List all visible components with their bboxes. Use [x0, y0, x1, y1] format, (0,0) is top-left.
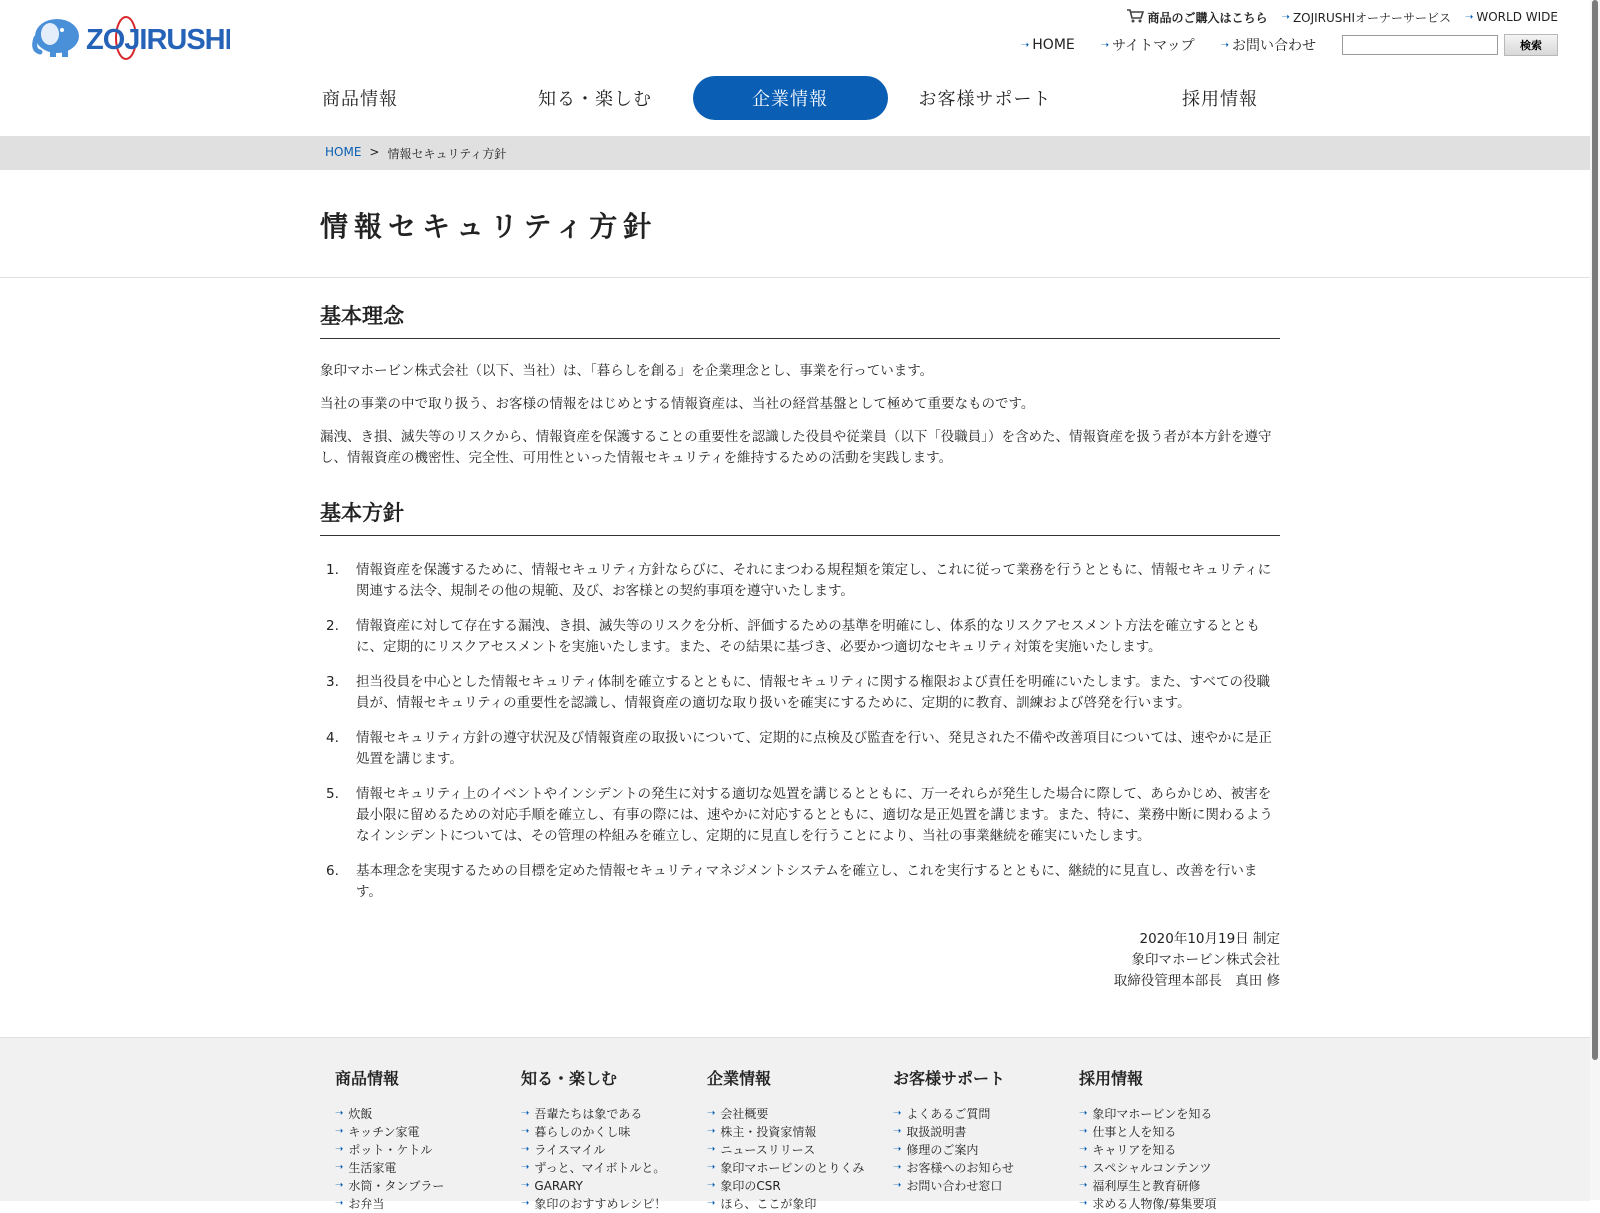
arrow-icon: ➝ [1079, 1162, 1088, 1173]
arrow-icon: ➝ [1020, 39, 1030, 51]
page-title: 情報セキュリティ方針 [320, 210, 658, 243]
policy-number: 1. [326, 562, 339, 578]
footer-link-list [1079, 1105, 1265, 1213]
footer-link-label: キッチン家電 [348, 1125, 420, 1139]
footer-link[interactable] [335, 1105, 521, 1123]
arrow-icon: ➝ [707, 1198, 716, 1209]
footer-heading: 企業情報 [707, 1069, 772, 1088]
arrow-icon: ➝ [335, 1126, 344, 1137]
footer-link-label: よくあるご質問 [906, 1107, 991, 1121]
arrow-icon: ➝ [1464, 11, 1474, 23]
arrow-icon: ➝ [335, 1180, 344, 1191]
footer-link-label: ポット・ケトル [348, 1143, 433, 1157]
footer-link[interactable] [893, 1123, 1079, 1141]
gnav-support[interactable]: お客様サポート [918, 89, 1052, 110]
footer-link-label: 象印のおすすめレシピ！ [534, 1197, 667, 1211]
gnav-recruit[interactable]: 採用情報 [1182, 89, 1258, 110]
footer-link[interactable] [1079, 1159, 1265, 1177]
philosophy-heading: 基本理念 [320, 300, 1280, 339]
philosophy-paragraph: 漏洩、き損、滅失等のリスクから、情報資産を保護することの重要性を認識した役員や従業員（以下「役職員」）を含めた、情報資産を扱う者が本方針を遵守し、情報資産の機密性、完全性、可用性といった情報セキュリティを維持するための活動を実践します。 [320, 429, 1272, 466]
footer-col-products [335, 1066, 521, 1213]
footer-link[interactable] [521, 1105, 707, 1123]
main-content [320, 300, 1280, 992]
arrow-icon: ➝ [893, 1180, 902, 1191]
footer-link[interactable] [521, 1177, 707, 1195]
footer-link[interactable] [893, 1141, 1079, 1159]
footer-heading: 採用情報 [1079, 1069, 1144, 1088]
arrow-icon: ➝ [335, 1108, 344, 1119]
footer-link-label: 吾輩たちは象である [534, 1107, 643, 1121]
breadcrumb-separator: > [369, 145, 380, 159]
policy-text: 基本理念を実現するための目標を定めた情報セキュリティマネジメントシステムを確立し、これを実行するとともに、継続的に見直し、改善を行います。 [356, 863, 1258, 900]
footer-link[interactable] [1079, 1105, 1265, 1123]
gnav-corporate[interactable]: 企業情報 [693, 76, 888, 120]
footer-link-label: ずっと、マイボトルと。 [534, 1161, 666, 1175]
philosophy-paragraph: 当社の事業の中で取り扱う、お客様の情報をはじめとする情報資産は、当社の経営基盤として極めて重要なものです。 [320, 396, 1035, 412]
worldwide-link[interactable] [1465, 10, 1558, 24]
footer-link-label: お問い合わせ窓口 [906, 1179, 1003, 1193]
footer-link-label: 仕事と人を知る [1092, 1125, 1177, 1139]
footer-link-label: 生活家電 [348, 1161, 397, 1175]
footer-link-list [335, 1105, 521, 1213]
signer-name: 取締役管理本部長 真田 修 [1113, 973, 1280, 989]
footer-link[interactable] [707, 1159, 893, 1177]
footer-link-label: 象印マホービンを知る [1092, 1107, 1213, 1121]
footer-link[interactable] [521, 1195, 707, 1213]
footer-link-label: ライスマイル [534, 1143, 606, 1157]
footer-link-label: 暮らしのかくし味 [534, 1125, 631, 1139]
policy-item [320, 616, 1280, 658]
footer-link-label: 象印のCSR [720, 1179, 781, 1193]
arrow-icon: ➝ [707, 1162, 716, 1173]
footer-col-corporate [707, 1066, 893, 1213]
breadcrumb-current: 情報セキュリティ方針 [387, 147, 507, 161]
footer-link-label: 福利厚生と教育研修 [1092, 1179, 1201, 1193]
arrow-icon: ➝ [1220, 39, 1229, 51]
arrow-icon: ➝ [521, 1180, 530, 1191]
owner-service-label: ZOJIRUSHIオーナーサービス [1292, 10, 1451, 25]
breadcrumb [325, 145, 506, 162]
footer-link[interactable] [1079, 1123, 1265, 1141]
arrow-icon: ➝ [521, 1198, 530, 1209]
arrow-icon: ➝ [893, 1162, 902, 1173]
footer-link[interactable] [893, 1159, 1079, 1177]
footer-link[interactable] [707, 1177, 893, 1195]
footer-link[interactable] [707, 1105, 893, 1123]
policy-number: 5. [326, 786, 339, 802]
policy-item [320, 784, 1280, 847]
arrow-icon: ➝ [1100, 39, 1110, 51]
footer-link[interactable] [335, 1123, 521, 1141]
search-input[interactable] [1342, 35, 1498, 55]
arrow-icon: ➝ [521, 1108, 530, 1119]
arrow-icon: ➝ [335, 1144, 344, 1155]
breadcrumb-home-link[interactable]: HOME [325, 145, 362, 159]
policy-text: 情報資産に対して存在する漏洩、き損、滅失等のリスクを分析、評価するための基準を明確にし、体系的なリスクアセスメント方法を確立するとともに、定期的にリスクアセスメントを実施いたします。また、その結果に基づき、必要かつ適切なセキュリティ対策を実施いたします。 [356, 618, 1260, 655]
policy-list [320, 560, 1280, 903]
gnav-enjoy[interactable]: 知る・楽しむ [538, 89, 652, 110]
policy-item [320, 672, 1280, 714]
footer-link[interactable] [521, 1141, 707, 1159]
policy-number: 4. [326, 730, 339, 746]
footer-link[interactable] [1079, 1177, 1265, 1195]
footer-link-label: 修理のご案内 [906, 1143, 979, 1157]
arrow-icon: ➝ [1281, 11, 1290, 23]
company-name: 象印マホービン株式会社 [1131, 952, 1280, 968]
arrow-icon: ➝ [707, 1180, 716, 1191]
subnav-contact-link[interactable] [1221, 35, 1316, 55]
breadcrumb-bar [0, 136, 1590, 170]
footer-columns [335, 1066, 1265, 1213]
subnav-sitemap-label: サイトマップ [1112, 38, 1195, 54]
footer-link-label: GARARY [534, 1179, 583, 1193]
arrow-icon: ➝ [1079, 1180, 1088, 1191]
elephant-logo-icon [35, 19, 79, 57]
footer-link[interactable] [893, 1177, 1079, 1195]
arrow-icon: ➝ [1079, 1144, 1088, 1155]
arrow-icon: ➝ [893, 1126, 902, 1137]
footer-link[interactable] [521, 1123, 707, 1141]
buy-link[interactable] [1127, 9, 1268, 26]
arrow-icon: ➝ [1079, 1198, 1088, 1209]
philosophy-paragraph: 象印マホービン株式会社（以下、当社）は、「暮らしを創る」を企業理念とし、事業を行っています。 [320, 363, 934, 379]
zojirushi-logo[interactable] [30, 14, 230, 60]
footer-link[interactable] [893, 1105, 1079, 1123]
subnav-contact-label: お問い合わせ [1232, 38, 1316, 54]
footer-link[interactable] [335, 1195, 521, 1213]
vertical-scrollbar[interactable] [1590, 0, 1600, 1200]
footer-link[interactable] [335, 1177, 521, 1195]
footer-link-label: 象印マホービンのとりくみ [720, 1161, 865, 1175]
footer-link-label: お弁当 [348, 1197, 385, 1211]
signature-block [320, 929, 1280, 992]
footer-link-label: 求める人物像/募集要項 [1092, 1197, 1217, 1211]
owner-service-link[interactable] [1282, 9, 1451, 26]
footer-link-label: キャリアを知る [1092, 1143, 1177, 1157]
footer-link[interactable] [707, 1141, 893, 1159]
subnav-home-link[interactable] [1021, 37, 1075, 53]
site-header [0, 0, 1590, 136]
footer-link-list [521, 1105, 707, 1213]
buy-link-label: 商品のご購入はこちら [1147, 10, 1268, 25]
footer-link-label: 炊飯 [348, 1107, 373, 1121]
policy-text: 情報セキュリティ方針の遵守状況及び情報資産の取扱いについて、定期的に点検及び監査を行い、発見された不備や改善項目については、速やかに是正処置を講じます。 [356, 730, 1272, 767]
footer-link-label: ほら、ここが象印 [720, 1197, 817, 1211]
policy-number: 2. [326, 618, 339, 634]
search-button[interactable]: 検索 [1504, 34, 1558, 56]
footer-heading: 知る・楽しむ [521, 1069, 618, 1088]
footer-link[interactable] [521, 1159, 707, 1177]
footer-link[interactable] [707, 1195, 893, 1213]
footer-link[interactable] [335, 1159, 521, 1177]
policy-text: 情報資産を保護するために、情報セキュリティ方針ならびに、それにまつわる規程類を策定し、これに従って業務を行うとともに、情報セキュリティに関連する法令、規制その他の規範、及び、お客様との契約事項を遵守いたします。 [356, 562, 1272, 599]
arrow-icon: ➝ [335, 1162, 344, 1173]
arrow-icon: ➝ [521, 1162, 530, 1173]
footer-link[interactable] [707, 1123, 893, 1141]
subnav-sitemap-link[interactable] [1101, 35, 1195, 55]
footer-link-label: お客様へのお知らせ [906, 1161, 1015, 1175]
policy-number: 3. [326, 674, 339, 690]
arrow-icon: ➝ [1079, 1108, 1088, 1119]
policy-heading: 基本方針 [320, 497, 1280, 536]
footer-link-label: ニュースリリース [720, 1143, 816, 1157]
arrow-icon: ➝ [1079, 1126, 1088, 1137]
arrow-icon: ➝ [521, 1144, 530, 1155]
subnav-home-label: HOME [1032, 37, 1075, 53]
global-navigation [300, 76, 1280, 120]
arrow-icon: ➝ [893, 1144, 902, 1155]
arrow-icon: ➝ [707, 1126, 716, 1137]
policy-item [320, 560, 1280, 602]
gnav-products[interactable]: 商品情報 [322, 89, 398, 110]
utility-links [1127, 8, 1558, 26]
worldwide-label: WORLD WIDE [1476, 10, 1558, 24]
footer-link-label: 株主・投資家情報 [720, 1125, 817, 1139]
arrow-icon: ➝ [521, 1126, 530, 1137]
cart-icon [1127, 9, 1144, 26]
footer-link-label: 水筒・タンブラー [348, 1179, 445, 1193]
footer-link-label: 取扱説明書 [906, 1125, 967, 1139]
policy-number: 6. [326, 863, 339, 879]
logo-wordmark: ZOJIRUSHI [86, 24, 230, 56]
sub-navigation [1021, 34, 1558, 56]
footer-link[interactable] [1079, 1141, 1265, 1159]
footer-col-enjoy [521, 1066, 707, 1213]
footer-col-support [893, 1066, 1079, 1213]
footer-link-list [893, 1105, 1079, 1195]
title-divider [0, 277, 1590, 278]
footer-link[interactable] [1079, 1195, 1265, 1213]
footer-link-label: スペシャルコンテンツ [1092, 1161, 1212, 1175]
established-date: 2020年10月19日 制定 [1139, 931, 1280, 947]
site-footer [0, 1037, 1590, 1211]
policy-item [320, 728, 1280, 770]
arrow-icon: ➝ [893, 1108, 902, 1119]
policy-text: 情報セキュリティ上のイベントやインシデントの発生に対する適切な処置を講じるとともに、万一それらが発生した場合に際して、あらかじめ、被害を最小限に留めるための対応手順を確立し、有事の際には、速やかに対応するとともに、適切な是正処置を講じます。また、特に、業務中断に関わるようなインシデントについては、その管理の枠組みを確立し、定期的に見直しを行うことにより、当社の事業継続を確実にいたします。 [356, 786, 1273, 844]
footer-link-label: 会社概要 [720, 1107, 769, 1121]
policy-text: 担当役員を中心とした情報セキュリティ体制を確立するとともに、情報セキュリティに関する権限および責任を明確にいたします。また、すべての役職員が、情報セキュリティの重要性を認識し、情報資産の適切な取り扱いを確実にするために、定期的に教育、訓練および啓発を行います。 [356, 674, 1270, 711]
footer-heading: お客様サポート [893, 1069, 1006, 1088]
footer-col-recruit [1079, 1066, 1265, 1213]
arrow-icon: ➝ [707, 1108, 716, 1119]
footer-link[interactable] [335, 1141, 521, 1159]
policy-item [320, 861, 1280, 903]
footer-link-list [707, 1105, 893, 1213]
arrow-icon: ➝ [335, 1198, 344, 1209]
footer-heading: 商品情報 [335, 1069, 400, 1088]
scrollbar-thumb[interactable] [1592, 0, 1598, 1060]
arrow-icon: ➝ [707, 1144, 716, 1155]
